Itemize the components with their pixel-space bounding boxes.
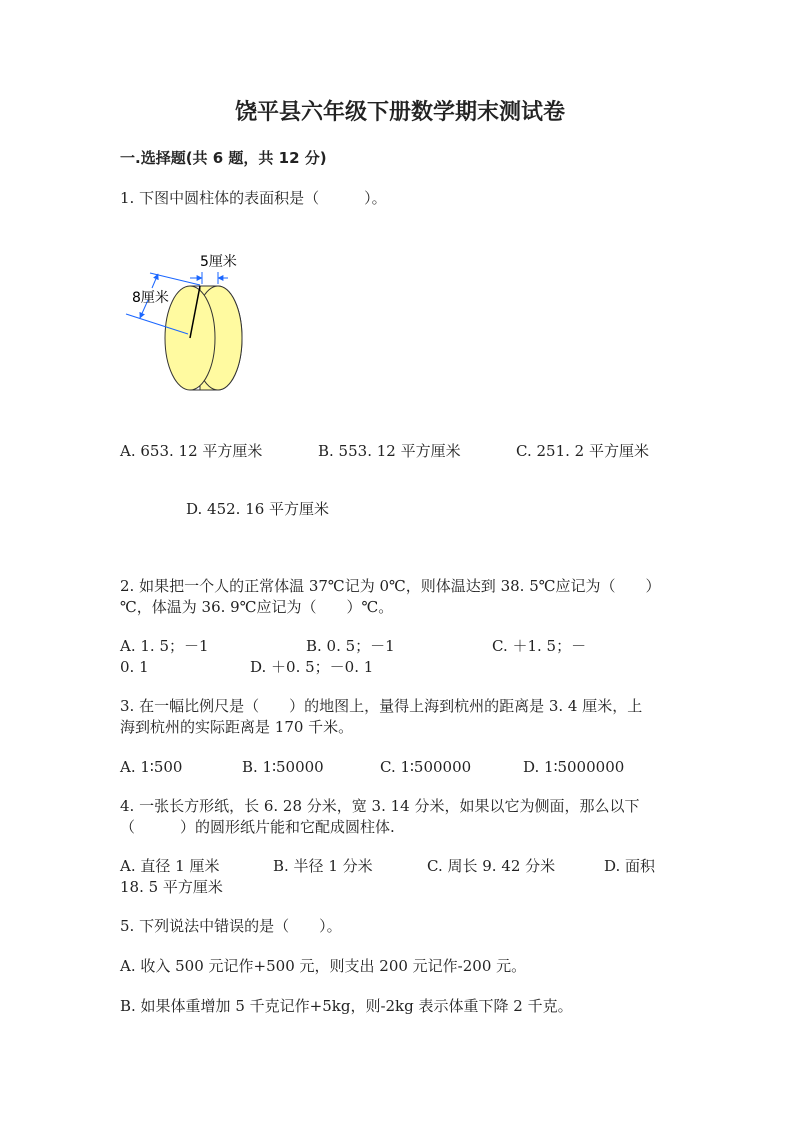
q3-option-c[interactable]: C. 1∶500000	[380, 758, 472, 776]
q4-option-c[interactable]: C. 周长 9. 42 分米	[427, 857, 556, 875]
question-3-line1: 3. 在一幅比例尺是（ ）的地图上，量得上海到杭州的距离是 3. 4 厘米，上	[120, 697, 643, 715]
question-2-line1: 2. 如果把一个人的正常体温 37℃记为 0℃，则体温达到 38. 5℃应记为（ ）	[120, 577, 661, 595]
question-2-line2: ℃，体温为 36. 9℃应记为（ ）℃。	[120, 598, 394, 616]
cylinder-figure	[120, 248, 250, 398]
q4-option-d-cont: 18. 5 平方厘米	[120, 878, 223, 896]
q2-option-c[interactable]: C. ＋1. 5；－	[492, 637, 587, 655]
q1-option-c[interactable]: C. 251. 2 平方厘米	[516, 442, 649, 460]
q3-option-a[interactable]: A. 1∶500	[120, 758, 183, 776]
q3-option-d[interactable]: D. 1∶5000000	[523, 758, 625, 776]
question-1-stem: 1. 下图中圆柱体的表面积是（ ）。	[120, 189, 387, 207]
q3-option-b[interactable]: B. 1∶50000	[242, 758, 324, 776]
question-5-stem: 5. 下列说法中错误的是（ ）。	[120, 917, 342, 935]
figure-label-top: 5厘米	[200, 254, 237, 270]
q2-option-c-cont: 0. 1	[120, 658, 149, 676]
q4-option-d[interactable]: D. 面积	[604, 857, 656, 875]
q5-option-b[interactable]: B. 如果体重增加 5 千克记作+5kg，则-2kg 表示体重下降 2 千克。	[120, 997, 573, 1015]
question-3-line2: 海到杭州的实际距离是 170 千米。	[120, 718, 354, 736]
q1-option-d[interactable]: D. 452. 16 平方厘米	[186, 500, 330, 518]
q2-option-b[interactable]: B. 0. 5；－1	[306, 637, 395, 655]
q2-option-a[interactable]: A. 1. 5；－1	[120, 637, 209, 655]
q1-option-b[interactable]: B. 553. 12 平方厘米	[318, 442, 461, 460]
q2-option-d[interactable]: D. ＋0. 5；－0. 1	[250, 658, 374, 676]
q5-option-a[interactable]: A. 收入 500 元记作+500 元，则支出 200 元记作-200 元。	[120, 957, 527, 975]
section-heading: 一.选择题(共 6 题，共 12 分)	[120, 149, 327, 167]
figure-label-left: 8厘米	[132, 290, 169, 306]
question-4-line2: （ ）的圆形纸片能和它配成圆柱体.	[120, 818, 395, 836]
q4-option-b[interactable]: B. 半径 1 分米	[273, 857, 373, 875]
question-4-line1: 4. 一张长方形纸，长 6. 28 分米，宽 3. 14 分米，如果以它为侧面，那么以下	[120, 797, 640, 815]
page-title: 饶平县六年级下册数学期末测试卷	[234, 100, 565, 125]
q1-option-a[interactable]: A. 653. 12 平方厘米	[120, 442, 263, 460]
q4-option-a[interactable]: A. 直径 1 厘米	[120, 857, 220, 875]
